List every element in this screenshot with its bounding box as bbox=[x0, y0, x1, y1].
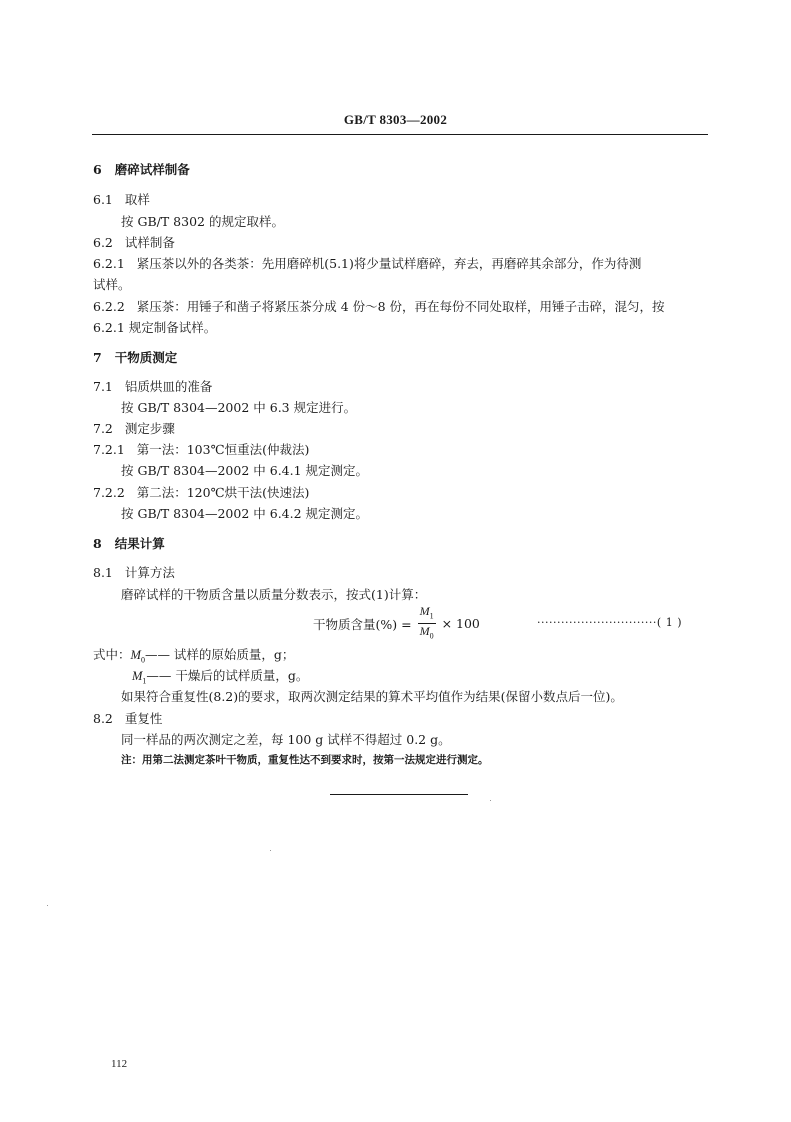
end-rule bbox=[330, 794, 468, 795]
section-7-2-1-title: 第一法：103℃恒重法(仲裁法) bbox=[136, 442, 310, 457]
section-7-1-title: 铝质烘皿的准备 bbox=[124, 379, 213, 394]
note-text: 注：用第二法测定茶叶干物质，重复性达不到要求时，按第一法规定进行测定。 bbox=[121, 754, 489, 766]
m1-symbol: $M_1$ bbox=[132, 669, 147, 686]
section-6-2-2-text-1: 紧压茶：用锤子和凿子将紧压茶分成 4 份～8 份，再在每份不同处取样，用锤子击碎，混匀，按 bbox=[136, 299, 665, 314]
section-6-2-title: 试样制备 bbox=[124, 235, 175, 250]
section-7-title: 干物质测定 bbox=[114, 350, 178, 365]
section-6-1-title: 取样 bbox=[124, 192, 150, 207]
section-7-1-heading bbox=[93, 377, 212, 395]
section-7-2-2-text: 按 GB/T 8304—2002 中 6.4.2 规定测定。 bbox=[121, 506, 369, 521]
section-8-2-text: 同一样品的两次测定之差，每 100 g 试样不得超过 0.2 g。 bbox=[121, 732, 451, 747]
page-number: 112 bbox=[111, 1058, 128, 1070]
section-7-2-1-heading bbox=[93, 440, 309, 458]
section-7-2-title: 测定步骤 bbox=[124, 421, 175, 436]
section-7-1-number: 7.1 bbox=[93, 379, 113, 394]
section-8-heading bbox=[93, 534, 165, 552]
section-7-2-2-number: 7.2.2 bbox=[93, 485, 125, 500]
section-7-number: 7 bbox=[93, 350, 102, 365]
m1-description: —— 干燥后的试样质量，g。 bbox=[146, 668, 309, 683]
section-6-2-1-text-1: 紧压茶以外的各类茶：先用磨碎机(5.1)将少量试样磨碎，弃去，再磨碎其余部分，作为待测 bbox=[136, 256, 642, 271]
result-text: 如果符合重复性(8.2)的要求，取两次测定结果的算术平均值作为结果(保留小数点后一位)。 bbox=[121, 689, 623, 704]
section-8-2-title: 重复性 bbox=[124, 711, 163, 726]
section-7-2-2-title: 第二法：120℃烘干法(快速法) bbox=[136, 485, 310, 500]
section-7-heading bbox=[93, 348, 177, 366]
section-6-2-2-line1 bbox=[93, 297, 665, 315]
formula-1 bbox=[313, 604, 480, 644]
section-6-2-1-line1 bbox=[93, 254, 641, 272]
formula-leader-dots: ······························ bbox=[537, 616, 657, 629]
section-8-number: 8 bbox=[93, 536, 102, 551]
section-7-2-1-number: 7.2.1 bbox=[93, 442, 125, 457]
formula-fraction bbox=[418, 604, 436, 644]
formula-denominator: $M_0$ bbox=[419, 624, 434, 641]
section-8-1-text: 磨碎试样的干物质含量以质量分数表示，按式(1)计算： bbox=[121, 587, 427, 602]
section-8-1-number: 8.1 bbox=[93, 565, 113, 580]
formula-rhs: × 100 bbox=[441, 616, 480, 632]
section-7-2-heading bbox=[93, 419, 175, 437]
formula-label: ( 1 ) bbox=[656, 616, 682, 629]
m0-description: —— 试样的原始质量，g； bbox=[144, 647, 295, 662]
section-7-2-number: 7.2 bbox=[93, 421, 113, 436]
section-7-2-2-heading bbox=[93, 483, 309, 501]
where-m0-line bbox=[93, 645, 294, 665]
section-8-title: 结果计算 bbox=[114, 536, 165, 551]
header-rule bbox=[92, 134, 708, 135]
section-6-1-heading bbox=[93, 190, 150, 208]
formula-lhs: 干物质含量(%) = bbox=[313, 616, 412, 632]
where-lead: 式中： bbox=[93, 647, 131, 662]
section-7-2-1-text: 按 GB/T 8304—2002 中 6.4.1 规定测定。 bbox=[121, 463, 369, 478]
section-6-number: 6 bbox=[93, 162, 102, 177]
section-8-1-title: 计算方法 bbox=[124, 565, 175, 580]
section-8-2-heading bbox=[93, 709, 162, 727]
standard-code: GB/T 8303—2002 bbox=[343, 112, 448, 127]
section-6-title: 磨碎试样制备 bbox=[114, 162, 190, 177]
section-6-2-1-number: 6.2.1 bbox=[93, 256, 125, 271]
scan-speck bbox=[270, 850, 271, 851]
section-6-2-1-text-2: 试样。 bbox=[93, 277, 131, 292]
section-6-2-heading bbox=[93, 233, 175, 251]
section-7-1-text: 按 GB/T 8304—2002 中 6.3 规定进行。 bbox=[121, 400, 357, 415]
section-6-1-text: 按 GB/T 8302 的规定取样。 bbox=[121, 214, 284, 229]
m0-symbol: $M_0$ bbox=[130, 648, 145, 665]
section-6-2-2-number: 6.2.2 bbox=[93, 299, 125, 314]
where-m1-line bbox=[132, 666, 308, 686]
formula-number bbox=[537, 616, 682, 629]
section-6-1-number: 6.1 bbox=[93, 192, 113, 207]
scan-speck bbox=[47, 905, 48, 906]
section-6-2-2-text-2: 6.2.1 规定制备试样。 bbox=[93, 320, 217, 335]
scan-speck bbox=[490, 800, 491, 801]
section-6-2-number: 6.2 bbox=[93, 235, 113, 250]
section-8-2-number: 8.2 bbox=[93, 711, 113, 726]
section-6-heading bbox=[93, 160, 190, 178]
formula-numerator: $M_1$ bbox=[418, 604, 436, 624]
section-8-1-heading bbox=[93, 563, 175, 581]
